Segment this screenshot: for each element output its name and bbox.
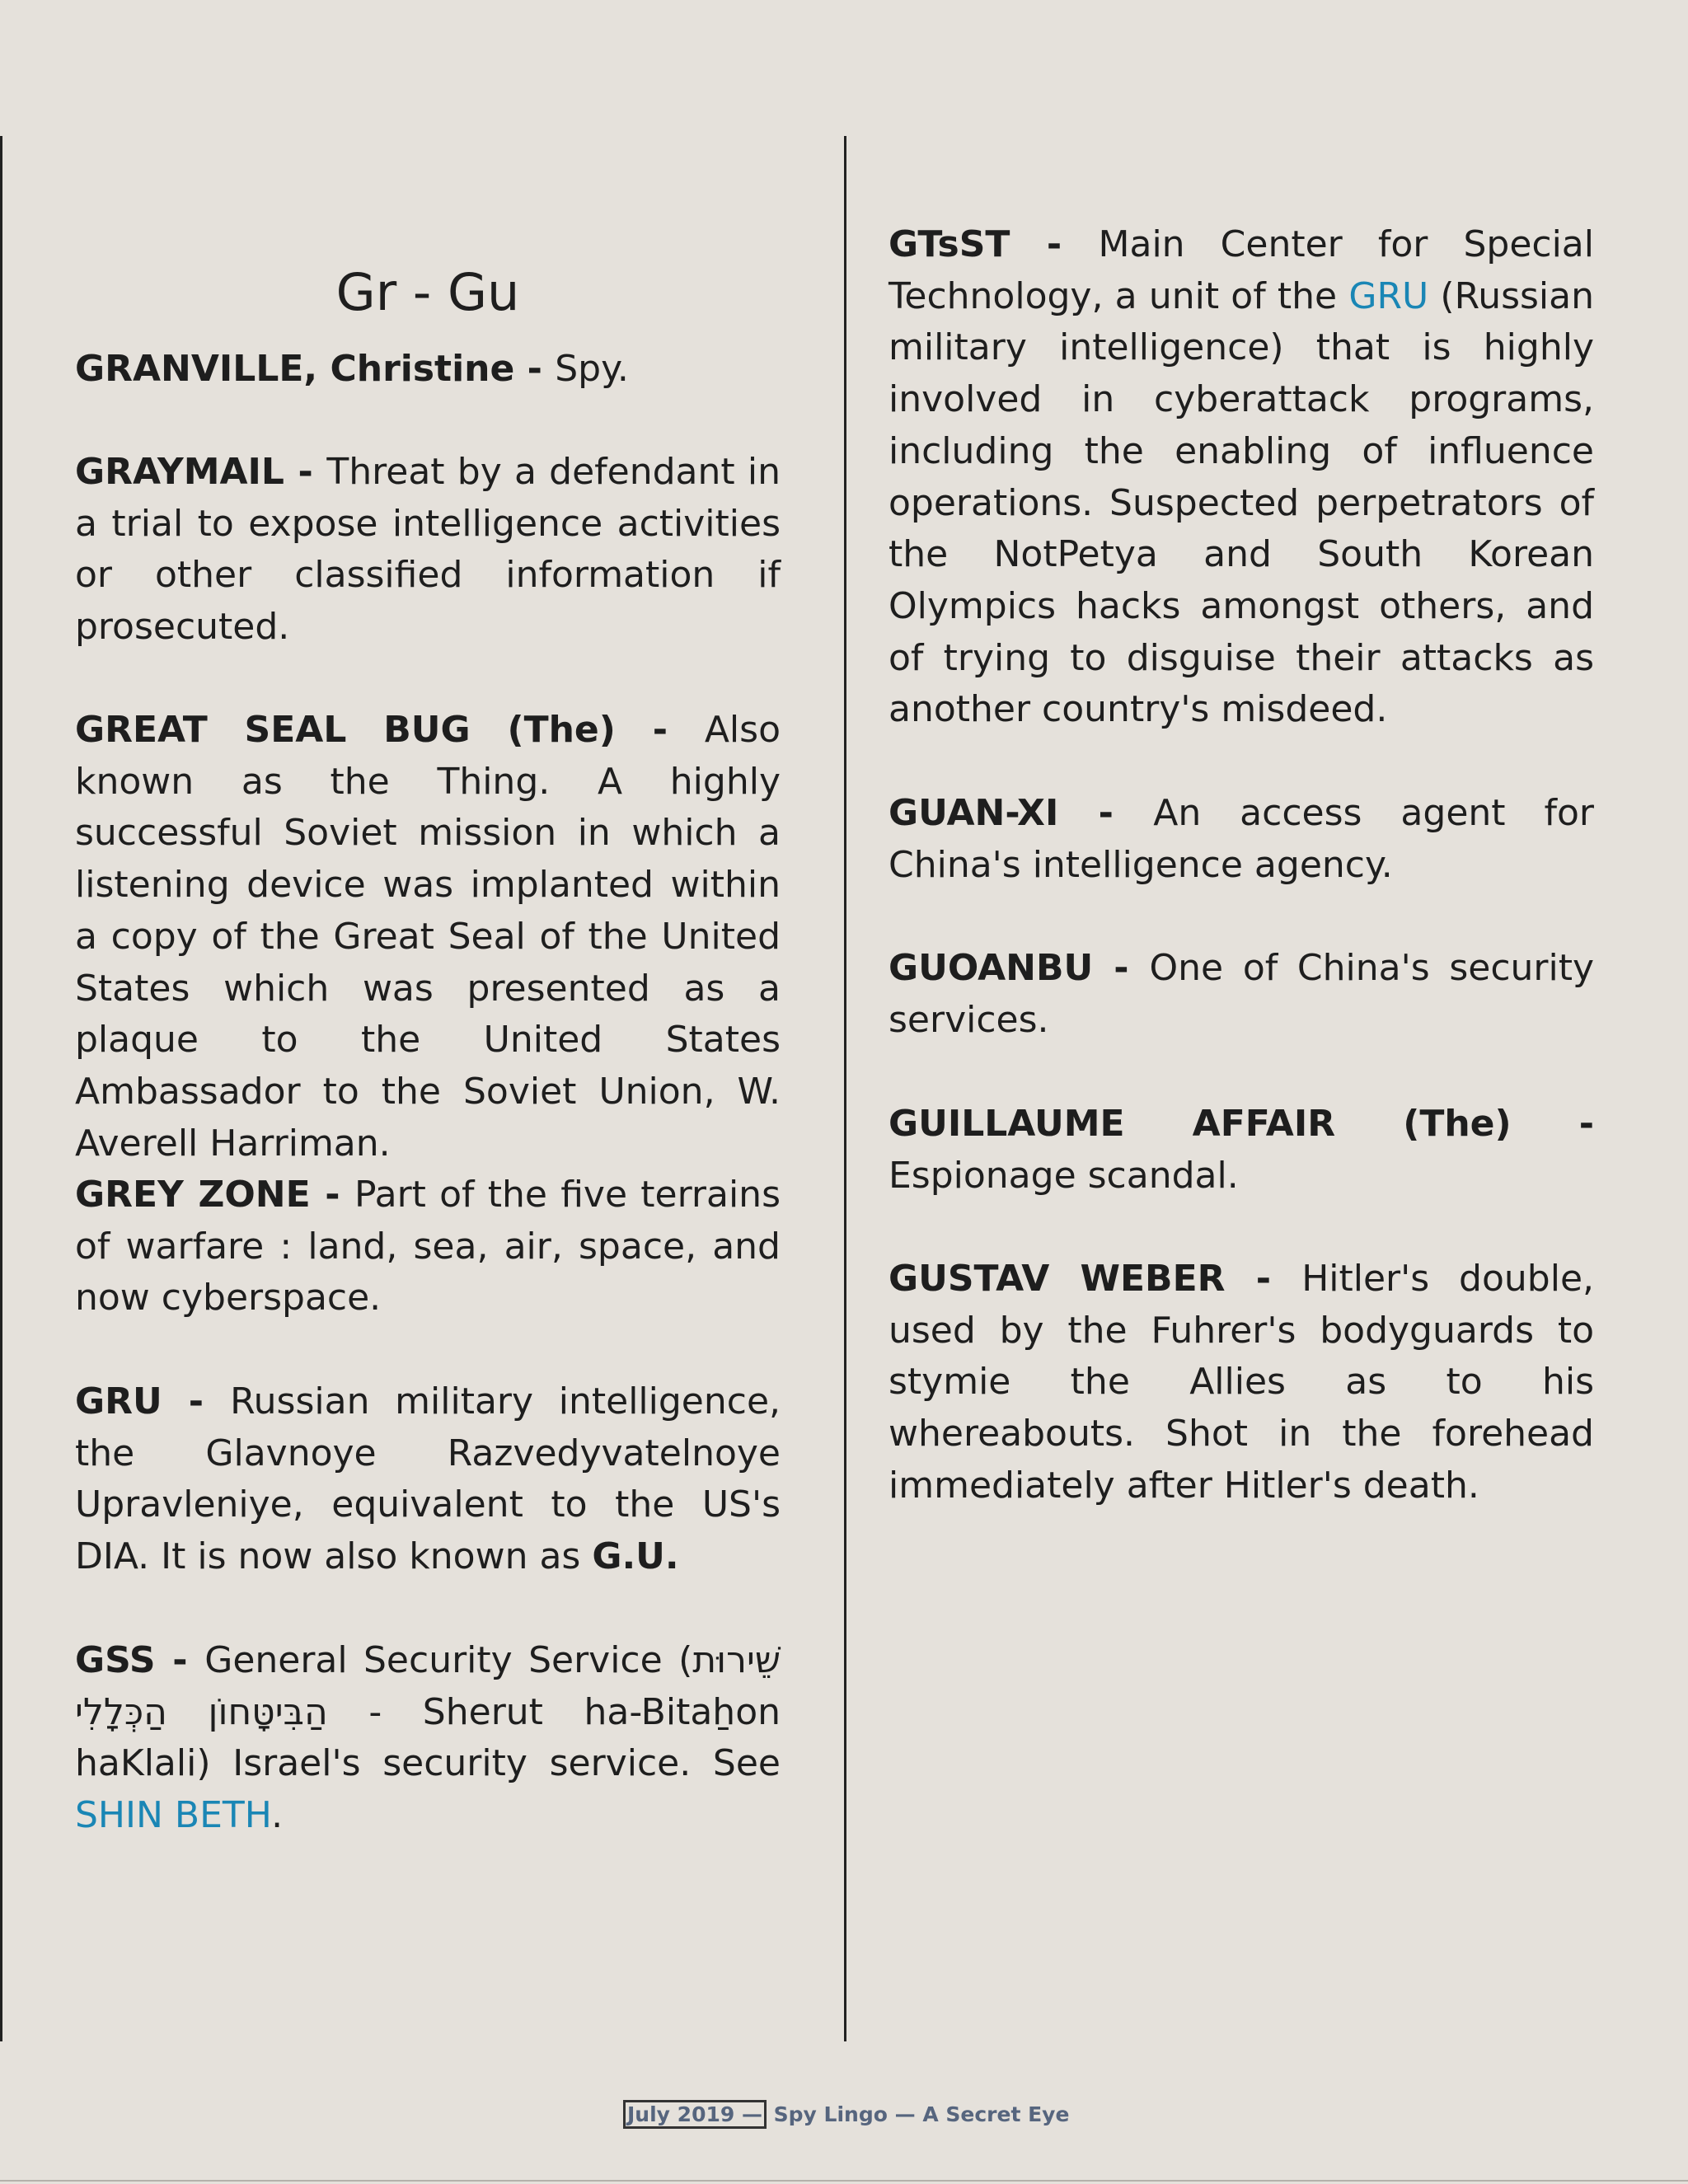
entry-term: GTsST -: [889, 223, 1099, 265]
footer-date: July 2019 —: [623, 2100, 767, 2129]
entry-definition-end: .: [271, 1794, 284, 1837]
glossary-entry-graymail: [75, 447, 781, 654]
glossary-entry-grey-zone: [75, 1169, 781, 1324]
glossary-entry-guillaume-affair: [889, 1099, 1594, 1202]
entry-definition: Russian military intelligence, the Glavnoye Razvedyvatelnoye Upravleniye, equivalent to the US's DIA. It is now also known as: [75, 1380, 781, 1578]
entry-term: GUSTAV WEBER -: [889, 1258, 1302, 1300]
page-bottom-line: [0, 2180, 1688, 2182]
entry-definition: General Security Service (שֵׁירוּת הַבִּיטָּחוֹן הַכְּלָלִי - Sherut ha-Bitaẖon haKlali) Israel's security service. See: [75, 1639, 781, 1785]
entry-term: GUOANBU -: [889, 947, 1150, 989]
entry-definition: Main Center for Special Technology, a unit of the: [889, 223, 1594, 317]
entry-term: GRU -: [75, 1380, 231, 1422]
entry-definition-end: (Russian military intelligence) that is highly involved in cyberattack programs, including the enabling of influence operations. Suspected perpetrators of the NotPetya and South Korean Olympics hacks amongst others, and of trying to disguise their attacks as another country's misdeed.: [889, 274, 1594, 731]
glossary-entry-guan-xi: [889, 788, 1594, 891]
entry-definition: Hitler's double, used by the Fuhrer's bodyguards to stymie the Allies as to his whereabouts. Shot in the forehead immediately after Hitler's death.: [889, 1258, 1594, 1507]
entry-definition: Spy.: [555, 348, 629, 390]
glossary-entry-gtsst: [889, 219, 1594, 736]
entry-term: GREY ZONE -: [75, 1174, 355, 1216]
entry-term: GUILLAUME AFFAIR (The) -: [889, 1103, 1594, 1145]
entry-term: GRAYMAIL -: [75, 451, 327, 493]
entry-definition: An access agent for China's intelligence agency.: [889, 792, 1595, 886]
entry-definition: Part of the five terrains of warfare : land, sea, air, space, and now cyberspace.: [75, 1174, 781, 1319]
entry-term: GUAN-XI -: [889, 792, 1154, 834]
glossary-entry-gss: [75, 1635, 781, 1842]
page-footer: [623, 2102, 1069, 2127]
page-heading: Gr - Gu: [335, 262, 520, 322]
entry-definition: Threat by a defendant in a trial to expose intelligence activities or other classified information if prosecuted.: [75, 451, 781, 649]
glossary-entry-gru: [75, 1376, 781, 1583]
gru-link[interactable]: GRU: [1348, 274, 1429, 317]
column-divider: [844, 136, 846, 2041]
shin-beth-link[interactable]: SHIN BETH: [75, 1794, 272, 1837]
entry-definition: Also known as the Thing. A highly successful Soviet mission in which a listening device was implanted within a copy of the Great Seal of the United States which was presented as a plaque to the United States Ambassador to the Soviet Union, W. Averell Harriman.: [75, 709, 781, 1165]
left-border-rule: [0, 136, 2, 2041]
entry-definition: One of China's security services.: [889, 947, 1594, 1041]
entry-definition-bold: G.U.: [592, 1535, 679, 1578]
glossary-entry-guoanbu: [889, 943, 1594, 1046]
glossary-entry-granville: [75, 344, 781, 396]
glossary-entry-great-seal-bug: [75, 705, 781, 1169]
entry-term: GRANVILLE, Christine -: [75, 348, 556, 390]
entry-term: GREAT SEAL BUG (The) -: [75, 709, 705, 751]
entry-term: GSS -: [75, 1639, 205, 1681]
entry-definition: Espionage scandal.: [889, 1154, 1239, 1197]
footer-title: Spy Lingo — A Secret Eye: [766, 2102, 1070, 2126]
glossary-entry-gustav-weber: [889, 1254, 1594, 1512]
